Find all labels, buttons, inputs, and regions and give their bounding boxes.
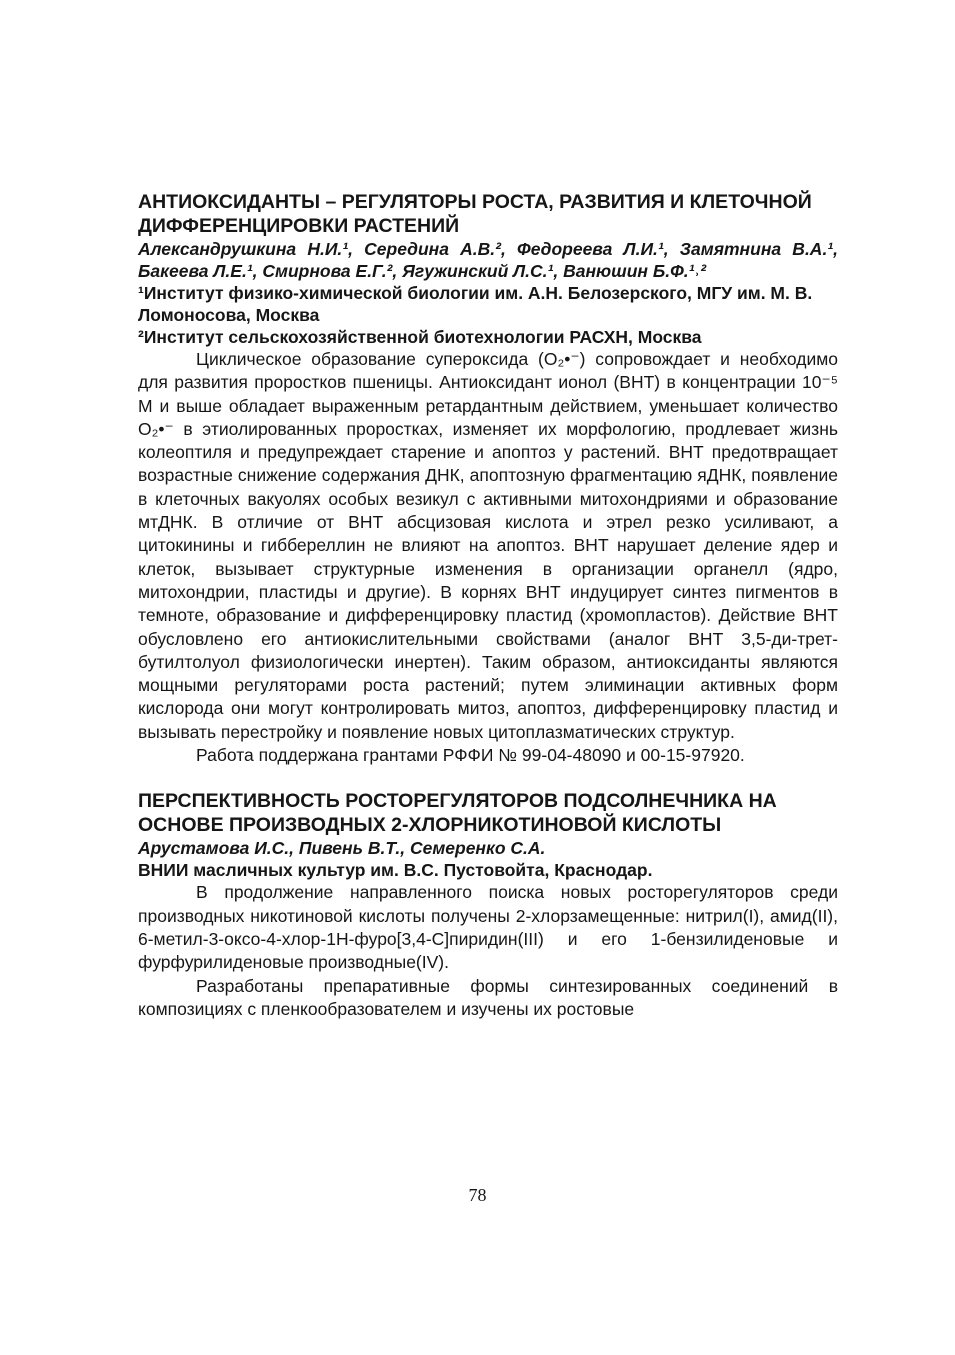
article-1-grant-note: Работа поддержана грантами РФФИ № 99-04-48090 и 00-15-97920. — [196, 745, 745, 766]
article-1-affiliation-2: ²Институт сельскохозяйственной биотехнологии РАСХН, Москва — [138, 327, 702, 347]
article-1-title: АНТИОКСИДАНТЫ – РЕГУЛЯТОРЫ РОСТА, РАЗВИТИЯ И КЛЕТОЧНОЙ ДИФФЕРЕНЦИРОВКИ РАСТЕНИЙ — [138, 191, 812, 237]
article-2-paragraph-1: В продолжение направленного поиска новых росторегуляторов среди производных никотиновой кислоты получены 2-хлорзамещенные: нитрил(I), амид(II), 6-метил-3-оксо-4-хлор-1Н-фуро[3,4-C]пиридин(III) и его 1-бензилиденовые и фурфурилиденовые производные(IV). — [138, 882, 838, 973]
article-2-affiliation: ВНИИ масличных культур им. В.С. Пустовойта, Краснодар. — [138, 860, 653, 881]
article-2-title: ПЕРСПЕКТИВНОСТЬ РОСТОРЕГУЛЯТОРОВ ПОДСОЛНЕЧНИКА НА ОСНОВЕ ПРОИЗВОДНЫХ 2-ХЛОРНИКОТИНОВОЙ КИСЛОТЫ — [138, 790, 777, 837]
article-1-affiliation-1: ¹Институт физико-химической биологии им. А.Н. Белозерского, МГУ им. М. В. Ломоносова, Москва — [138, 283, 813, 325]
article-1-authors: Александрушкина Н.И.¹, Середина А.В.², Федореева Л.И.¹, Замятнина В.А.¹, Бакеева Л.Е.¹, Смирнова Е.Г.², Ягужинский Л.С.¹, Ванюшин Б.Ф.¹˒² — [138, 239, 838, 281]
article-2-paragraph-2: Разработаны препаративные формы синтезированных соединений в композициях с пленкообразователем и изучены их ростовые — [138, 975, 838, 1019]
page-number: 78 — [468, 1185, 487, 1205]
article-2 — [138, 789, 838, 1021]
article-1 — [138, 190, 838, 767]
document-page — [138, 190, 838, 1021]
section-gap — [138, 767, 838, 789]
article-2-authors: Арустамова И.С., Пивень В.Т., Семеренко С.А. — [138, 838, 546, 859]
article-1-abstract: Циклическое образование супероксида (O₂•⁻) сопровождает и необходимо для развития проростков пшеницы. Антиоксидант ионол (ВНТ) в концентрации 10⁻⁵ М и выше обладает выраженным ретардантным действием, уменьшает количество O₂•⁻ в этиолированных проростках, изменяет их морфологию, продлевает жизнь колеоптиля и предупреждает старение и апоптоз у растений. ВНТ предотвращает возрастные снижение содержания ДНК, апоптозную фрагментацию яДНК, появление в клеточных вакуолях особых везикул с активными митохондриями и образование мтДНК. В отличие от ВНТ абсцизовая кислота и этрел резко усиливают, а цитокинины и гиббереллин не влияют на апоптоз. ВНТ нарушает деление ядер и клеток, вызывает структурные изменения в организации органелл (ядро, митохондрии, пластиды и другие). В корнях ВНТ индуцирует синтез пигментов в темноте, образование и дифференцировку пластид (хромопластов). Действие ВНТ обусловлено его антиокислительными свойствами (аналог ВНТ 3,5-ди-трет-бутилтолуол физиологически инертен). Таким образом, антиоксиданты являются мощными регуляторами роста растений; путем элиминации активных форм кислорода они могут контролировать митоз, апоптоз, дифференцировку пластид и вызывать перестройку и появление новых цитоплазматических структур. — [138, 349, 838, 742]
